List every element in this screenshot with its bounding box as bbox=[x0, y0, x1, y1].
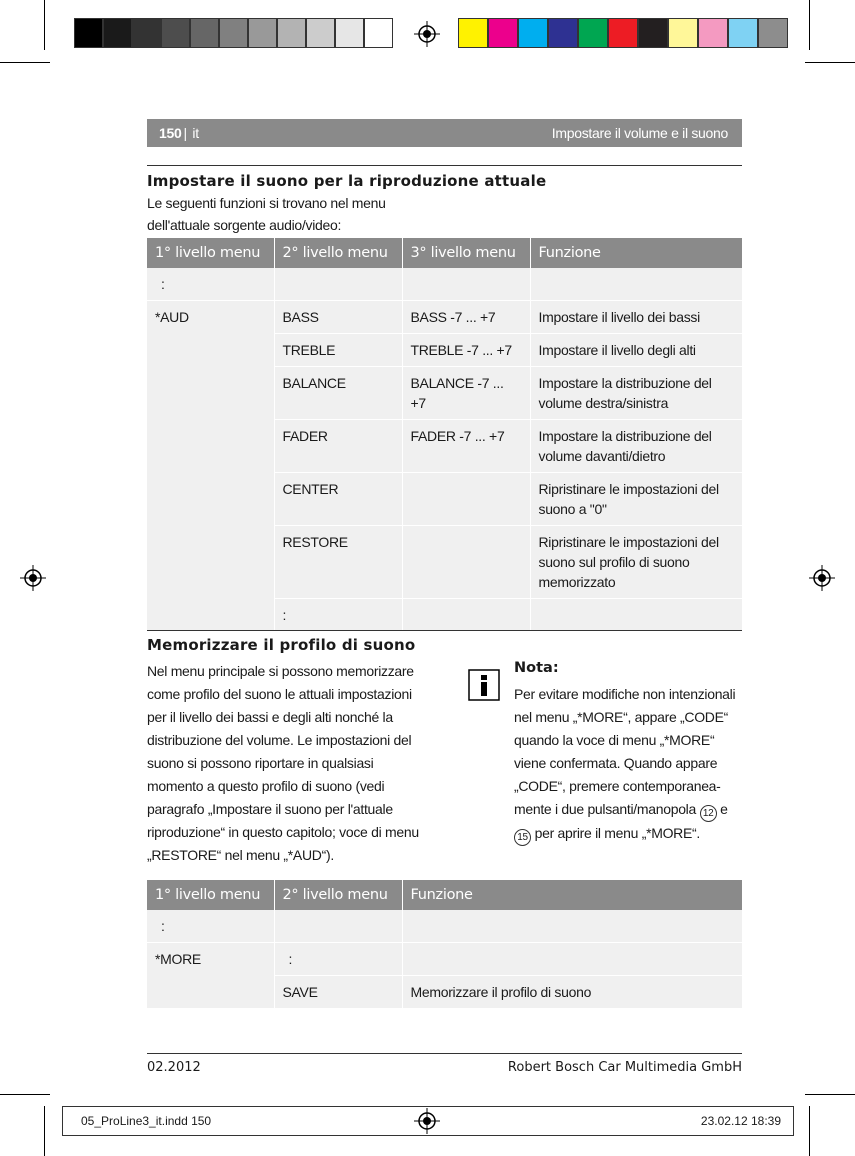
section-intro bbox=[147, 192, 386, 236]
ellipsis-cell: : bbox=[274, 599, 402, 632]
crop-mark bbox=[809, 0, 810, 50]
color-swatch bbox=[758, 18, 788, 48]
menu-level1-cell: *AUD bbox=[147, 301, 274, 632]
function-cell: Ripristinare le impostazioni del suono a "0" bbox=[530, 473, 742, 526]
section2-body bbox=[147, 660, 447, 867]
ellipsis-cell: : bbox=[147, 910, 274, 943]
menu-level3-cell: BASS -7 ... +7 bbox=[402, 301, 530, 334]
header-left bbox=[159, 125, 199, 141]
note-body bbox=[514, 683, 746, 846]
menu-level3-cell bbox=[402, 526, 530, 599]
note-line: viene confermata. Quando appare bbox=[514, 755, 718, 771]
intro-line: Le seguenti funzioni si trovano nel menu bbox=[147, 195, 386, 211]
color-swatch bbox=[306, 18, 335, 48]
crop-mark bbox=[805, 62, 855, 63]
empty-cell bbox=[274, 910, 402, 943]
menu-level3-cell: TREBLE -7 ... +7 bbox=[402, 334, 530, 367]
reference-number: 15 bbox=[514, 829, 531, 846]
column-header: 1° livello menu bbox=[147, 880, 274, 910]
column-header: Funzione bbox=[402, 880, 742, 910]
color-swatch bbox=[548, 18, 578, 48]
function-cell: Impostare la distribuzione del volume destra/sinistra bbox=[530, 367, 742, 420]
body-line: riproduzione“ in questo capitolo; voce di menu bbox=[147, 824, 419, 840]
color-swatch bbox=[74, 18, 103, 48]
info-icon bbox=[467, 668, 501, 702]
color-swatch bbox=[103, 18, 132, 48]
body-line: „RESTORE“ nel menu „*AUD“). bbox=[147, 847, 334, 863]
color-swatch bbox=[161, 18, 190, 48]
header-section: Impostare il volume e il suono bbox=[551, 125, 728, 141]
function-cell: Memorizzare il profilo di suono bbox=[402, 976, 742, 1009]
color-swatch bbox=[277, 18, 306, 48]
body-line: distribuzione del volume. Le impostazioni del bbox=[147, 732, 412, 748]
color-swatch bbox=[638, 18, 668, 48]
ellipsis-cell: : bbox=[147, 268, 274, 301]
section-title-save-profile: Memorizzare il profilo di suono bbox=[147, 636, 416, 654]
menu-level3-cell: BALANCE -7 ... +7 bbox=[402, 367, 530, 420]
empty-cell bbox=[530, 268, 742, 301]
ellipsis-cell: : bbox=[274, 943, 402, 976]
slug-file: 05_ProLine3_it.indd 150 bbox=[81, 1114, 212, 1128]
table-row bbox=[147, 910, 742, 943]
registration-mark-icon bbox=[809, 565, 835, 591]
empty-cell bbox=[274, 268, 402, 301]
sound-menu-table bbox=[147, 238, 742, 632]
registration-mark-icon bbox=[414, 21, 440, 47]
grayscale-bar bbox=[74, 18, 393, 48]
color-swatch bbox=[518, 18, 548, 48]
crop-mark bbox=[805, 1094, 855, 1095]
slug-datetime: 23.02.12 18:39 bbox=[700, 1114, 781, 1128]
page-number: 150 bbox=[159, 125, 182, 141]
body-line: per il livello dei bassi e degli alti nonché la bbox=[147, 709, 393, 725]
table-header-row bbox=[147, 238, 742, 268]
body-line: come profilo del suono le attuali impostazioni bbox=[147, 686, 412, 702]
section-rule bbox=[147, 165, 742, 166]
note-line: Per evitare modifiche non intenzionali bbox=[514, 686, 736, 702]
menu-level2-cell: BALANCE bbox=[274, 367, 402, 420]
page-header bbox=[147, 119, 742, 147]
column-header: 2° livello menu bbox=[274, 880, 402, 910]
menu-level2-cell: CENTER bbox=[274, 473, 402, 526]
note-line: „CODE“, premere contemporanea- bbox=[514, 778, 721, 794]
empty-cell bbox=[402, 910, 742, 943]
footer-date: 02.2012 bbox=[147, 1060, 201, 1075]
note-title: Nota: bbox=[514, 660, 559, 676]
page-footer bbox=[147, 1060, 742, 1075]
function-cell: Impostare il livello degli alti bbox=[530, 334, 742, 367]
empty-cell bbox=[402, 943, 742, 976]
table-header-row bbox=[147, 880, 742, 910]
color-swatch bbox=[578, 18, 608, 48]
header-separator: | bbox=[183, 125, 187, 141]
color-bar bbox=[458, 18, 788, 48]
body-line: suono si possono riportare in qualsiasi bbox=[147, 755, 374, 771]
note-text: per aprire il menu „*MORE“. bbox=[534, 825, 700, 841]
crop-mark bbox=[809, 1106, 810, 1156]
note-line: nel menu „*MORE“, appare „CODE“ bbox=[514, 709, 728, 725]
note-line bbox=[514, 822, 746, 846]
crop-mark bbox=[44, 0, 45, 50]
menu-level2-cell: FADER bbox=[274, 420, 402, 473]
color-swatch bbox=[458, 18, 488, 48]
menu-level2-cell: TREBLE bbox=[274, 334, 402, 367]
note-text: mente i due pulsanti/manopola bbox=[514, 801, 696, 817]
note-line bbox=[514, 798, 746, 822]
color-swatch bbox=[335, 18, 364, 48]
note-line: quando la voce di menu „*MORE“ bbox=[514, 732, 715, 748]
color-swatch bbox=[248, 18, 277, 48]
color-swatch bbox=[190, 18, 219, 48]
table-row bbox=[147, 301, 742, 334]
menu-level1-cell: *MORE bbox=[147, 943, 274, 1009]
color-swatch bbox=[132, 18, 161, 48]
reference-number: 12 bbox=[700, 805, 717, 822]
header-lang: it bbox=[192, 125, 199, 141]
color-swatch bbox=[668, 18, 698, 48]
section-rule bbox=[147, 630, 742, 631]
registration-mark-icon bbox=[20, 565, 46, 591]
body-line: paragrafo „Impostare il suono per l'attuale bbox=[147, 801, 393, 817]
color-swatch bbox=[364, 18, 393, 48]
footer-rule bbox=[147, 1053, 742, 1054]
column-header: 2° livello menu bbox=[274, 238, 402, 268]
body-line: momento a questo profilo di suono (vedi bbox=[147, 778, 385, 794]
color-swatch bbox=[488, 18, 518, 48]
note-text: e bbox=[720, 801, 728, 817]
body-line: Nel menu principale si possono memorizzare bbox=[147, 663, 414, 679]
empty-cell bbox=[402, 599, 530, 632]
section-title-sound: Impostare il suono per la riproduzione attuale bbox=[147, 172, 547, 190]
column-header: 1° livello menu bbox=[147, 238, 274, 268]
menu-level2-cell: BASS bbox=[274, 301, 402, 334]
color-swatch bbox=[219, 18, 248, 48]
registration-mark-icon bbox=[414, 1108, 440, 1134]
intro-line: dell'attuale sorgente audio/video: bbox=[147, 217, 342, 233]
column-header: Funzione bbox=[530, 238, 742, 268]
menu-level3-cell: FADER -7 ... +7 bbox=[402, 420, 530, 473]
empty-cell bbox=[402, 268, 530, 301]
crop-mark bbox=[44, 1106, 45, 1156]
crop-mark bbox=[0, 62, 50, 63]
function-cell: Impostare la distribuzione del volume davanti/dietro bbox=[530, 420, 742, 473]
color-swatch bbox=[728, 18, 758, 48]
menu-level3-cell bbox=[402, 473, 530, 526]
more-menu-table bbox=[147, 880, 742, 1009]
menu-level2-cell: RESTORE bbox=[274, 526, 402, 599]
empty-cell bbox=[530, 599, 742, 632]
menu-level2-cell: SAVE bbox=[274, 976, 402, 1009]
function-cell: Impostare il livello dei bassi bbox=[530, 301, 742, 334]
footer-publisher: Robert Bosch Car Multimedia GmbH bbox=[507, 1060, 742, 1075]
table-row bbox=[147, 268, 742, 301]
crop-mark bbox=[0, 1094, 50, 1095]
color-swatch bbox=[608, 18, 638, 48]
column-header: 3° livello menu bbox=[402, 238, 530, 268]
color-swatch bbox=[698, 18, 728, 48]
function-cell: Ripristinare le impostazioni del suono sul profilo di suono memorizzato bbox=[530, 526, 742, 599]
table-row bbox=[147, 943, 742, 976]
